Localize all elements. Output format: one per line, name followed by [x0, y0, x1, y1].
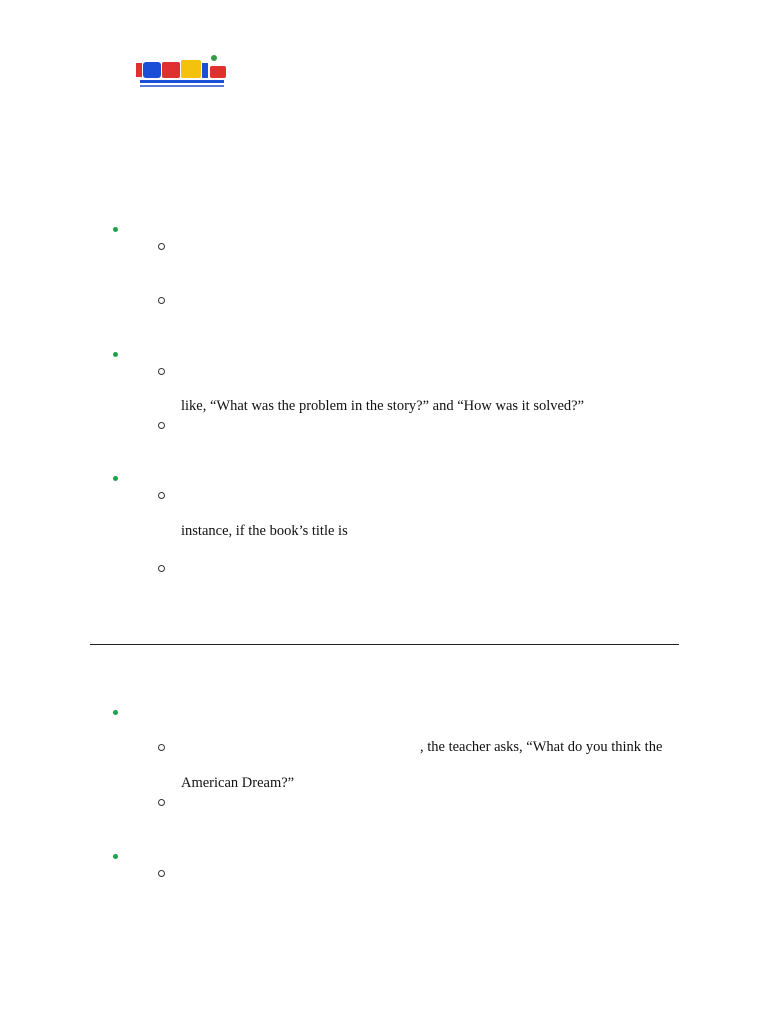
horizontal-rule	[90, 644, 679, 645]
sub-bullet-4-2	[158, 799, 165, 806]
dets-logo	[134, 54, 230, 90]
bullet-4	[113, 710, 118, 715]
sub-bullet-1-1	[158, 243, 165, 250]
sub-bullet-5-1	[158, 870, 165, 877]
bullet-3	[113, 476, 118, 481]
list-text: like, “What was the problem in the story?” and “How was it solved?”	[181, 398, 585, 414]
list-text: American Dream?”	[181, 775, 295, 791]
sub-bullet-2-2	[158, 422, 165, 429]
sub-bullet-2-1	[158, 368, 165, 375]
sub-bullet-3-2	[158, 565, 165, 572]
sub-bullet-1-2	[158, 297, 165, 304]
bullet-5	[113, 854, 118, 859]
list-text: instance, if the book’s title is	[181, 523, 348, 539]
sub-bullet-4-1	[158, 744, 165, 751]
list-text: , the teacher asks, “What do you think the	[420, 739, 663, 755]
sub-bullet-3-1	[158, 492, 165, 499]
bullet-1	[113, 227, 118, 232]
bullet-2	[113, 352, 118, 357]
